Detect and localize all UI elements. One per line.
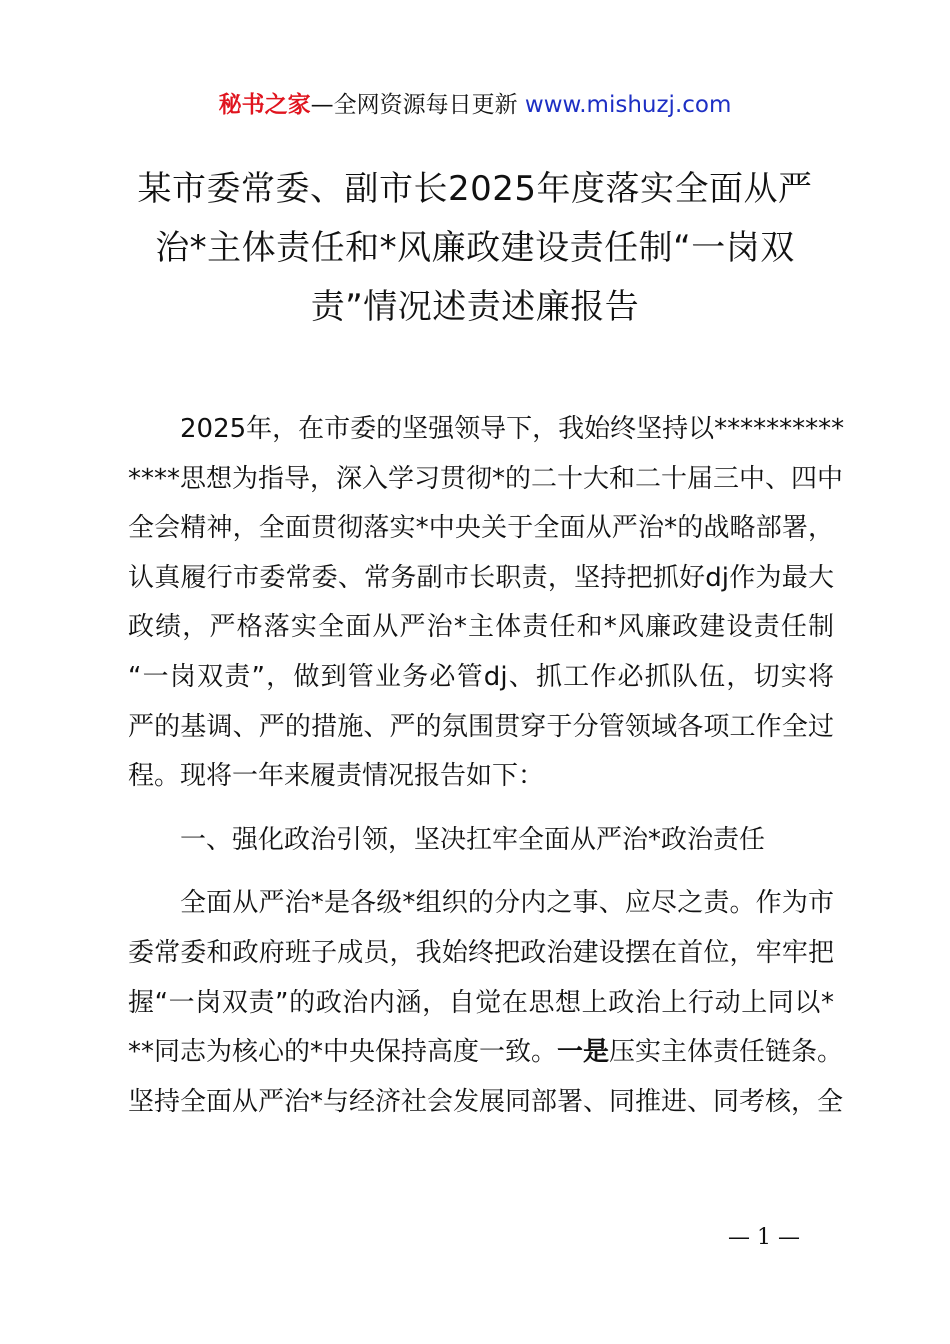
title-line: 治*主体责任和*风廉政建设责任制“一岗双: [155, 228, 795, 268]
title-line: 责”情况述责述廉报告: [310, 287, 640, 327]
document-title: [100, 160, 850, 337]
site-header: [0, 88, 950, 122]
paragraph-line: 全会精神，全面贯彻落实*中央关于全面从严治*的战略部署，: [128, 513, 834, 544]
document-body: [128, 405, 845, 1127]
line-text: **同志为核心的*中央保持高度一致。: [128, 1037, 558, 1068]
paragraph-line: ****思想为指导，深入学习贯彻*的二十大和二十届三中、四中: [128, 463, 844, 494]
paragraph-line: 政绩，严格落实全面从严治*主体责任和*风廉政建设责任制: [128, 612, 834, 643]
title-line: 某市委常委、副市长2025年度落实全面从严: [137, 169, 813, 209]
paragraph-line: 委常委和政府班子成员，我始终把政治建设摆在首位，牢牢把: [128, 937, 834, 968]
paragraph-line: 程。现将一年来履责情况报告如下：: [128, 761, 545, 792]
page-number: — 1 —: [728, 1225, 800, 1250]
paragraph-line: 2025年，在市委的坚强领导下，我始终坚持以**********: [180, 414, 845, 444]
line-text: 压实主体责任链条。: [609, 1037, 844, 1068]
paragraph-line: 认真履行市委常委、常务副市长职责，坚持把抓好dj作为最大: [128, 562, 834, 593]
paragraph-line: 全面从严治*是各级*组织的分内之事、应尽之责。作为市: [180, 888, 834, 919]
paragraph-line: 坚持全面从严治*与经济社会发展同部署、同推进、同考核，全: [128, 1086, 844, 1117]
section-heading: 一、强化政治引领，坚决扛牢全面从严治*政治责任: [180, 824, 766, 855]
paragraph-line: [128, 1028, 844, 1078]
header-tagline: —全网资源每日更新: [310, 92, 525, 118]
paragraph-line: 握“一岗双责”的政治内涵，自觉在思想上政治上行动上同以*: [128, 987, 834, 1018]
bold-marker: 一是: [557, 1037, 610, 1068]
site-url-link[interactable]: www.mishuzj.com: [524, 92, 732, 118]
paragraph-line: 严的基调、严的措施、严的氛围贯穿于分管领域各项工作全过: [128, 711, 834, 742]
paragraph-line: “一岗双责”，做到管业务必管dj、抓工作必抓队伍，切实将: [128, 661, 834, 692]
brand-name: 秘书之家: [218, 92, 311, 118]
